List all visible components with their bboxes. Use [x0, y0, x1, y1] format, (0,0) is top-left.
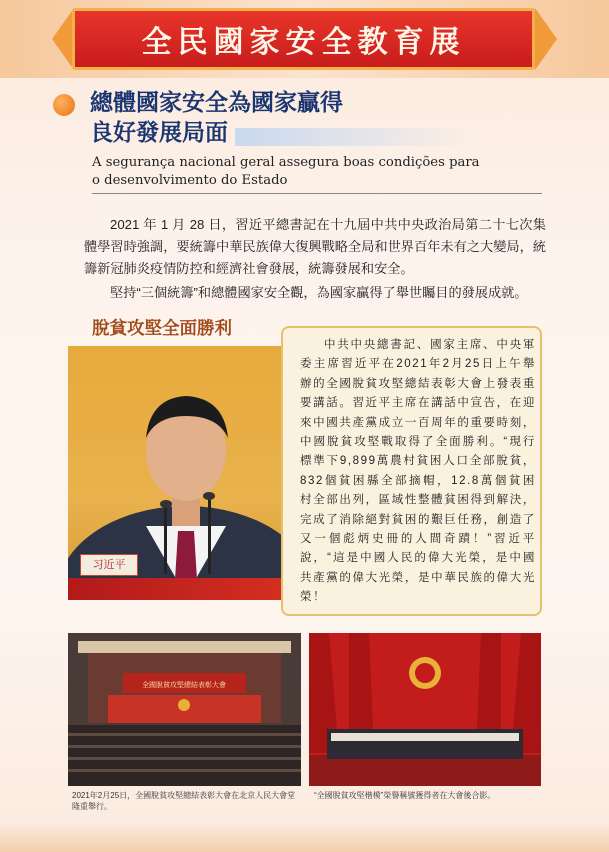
photo-caption-2: “全國脫貧攻堅楷模”榮譽稱號獲得者在大會後合影。 [314, 791, 496, 800]
body-paragraph-1: 2021 年 1 月 28 日，習近平總書記在十九屆中共中央政治局第二十七次集體學習時強調，要統籌中華民族偉大復興戰略全局和世界百年未有之大變局，統籌新冠肺炎疫情防控和經濟社會發展，統籌發展和安全。 [84, 217, 546, 276]
section-heading [90, 88, 470, 148]
podium-red-strip [68, 578, 302, 600]
great-hall-photo [68, 633, 301, 786]
quote-text: 中共中央總書記、國家主席、中央軍委主席習近平在2021年2月25日上午舉辦的全國脫貧攻堅總結表彰大會上發表重要講話。習近平主席在講話中宣告，在迎來中國共產黨成立一百周年的重要時刻，中國脫貧攻堅戰取得了全面勝利。“現行標準下9,899萬農村貧困人口全部脫貧，832個貧困縣全部摘帽，12.8萬個貧困村全部出列，區域性整體貧困得到解決，完成了消除絕對貧困的艱巨任務，創造了又一個彪炳史冊的人間奇蹟！”習近平說，“這是中國人民的偉大光榮，是中國共產黨的偉大光榮，是中華民族的偉大光榮！ [300, 339, 536, 604]
body-paragraph-2: 堅持“三個統籌”和總體國家安全觀，為國家贏得了舉世矚目的發展成就。 [110, 285, 528, 300]
divider [92, 193, 542, 194]
name-plate: 习近平 [80, 554, 138, 576]
group-photo-illustration [309, 633, 541, 786]
banner-right-arrow-icon [535, 8, 557, 70]
orange-circle-icon [53, 94, 75, 116]
group-photo [309, 633, 541, 786]
photo-caption-1: 2021年2月25日，全國脫貧攻堅總結表彰大會在北京人民大會堂隆重舉行。 [72, 791, 296, 811]
footer-decoration [0, 822, 609, 852]
hall-banner-text: 全國脫貧攻堅總結表彰大會 [142, 681, 226, 689]
section-title: 脫貧攻堅全面勝利 [92, 319, 232, 339]
banner-title: 全民國家安全教育展 [141, 25, 466, 60]
subtitle-line-1: A segurança nacional geral assegura boas condições para [92, 155, 480, 170]
banner-plate [72, 8, 535, 70]
banner-left-arrow-icon [52, 8, 74, 70]
great-hall-illustration [68, 633, 301, 786]
heading-line-1: 總體國家安全為國家贏得 [90, 89, 343, 116]
portuguese-subtitle [92, 154, 522, 190]
heading-line-2: 良好發展局面 [90, 119, 228, 146]
subtitle-line-2: o desenvolvimento do Estado [92, 173, 288, 188]
